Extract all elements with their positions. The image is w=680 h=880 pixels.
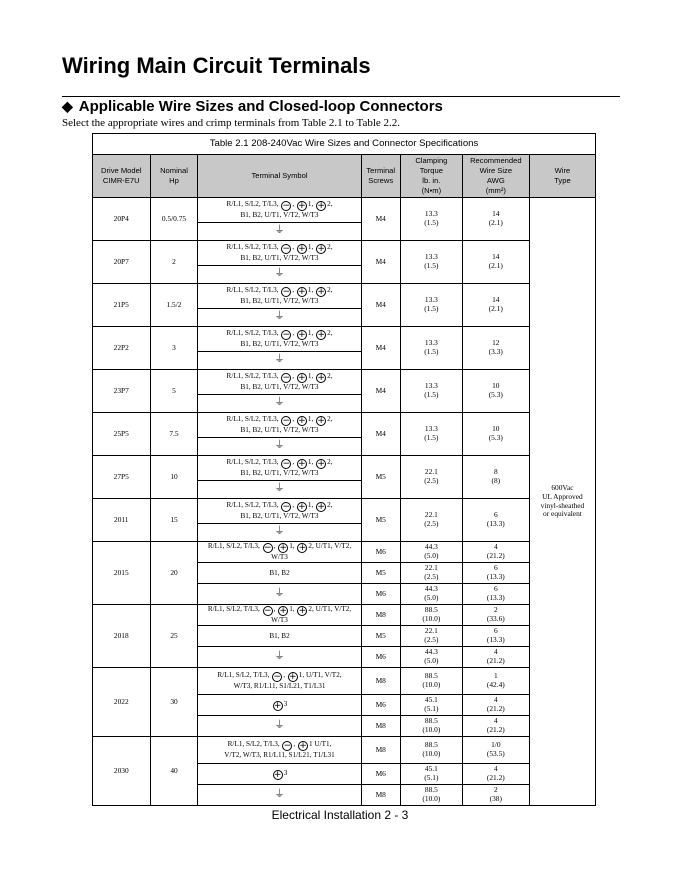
terminal-symbol-cell [198,716,361,737]
terminal-symbol-cell: R/L1, S/L2, T/L3, − , + 1, + 2, B1, B2, U/T1, V/T2, W/T3 [198,327,361,352]
clamping-torque-cell: 13.3 (1.5) [400,284,462,327]
ground-icon: ⏚ [274,719,285,731]
terminal-screw-cell: M8 [361,668,400,695]
terminal-symbol-cell: B1, B2 [198,563,361,584]
table-row [93,370,596,395]
circled-plus-icon: + [317,373,325,383]
clamping-torque-cell: 22.1 (2.5) [400,499,462,542]
terminal-symbol-cell: R/L1, S/L2, T/L3, − , + 1, + 2, B1, B2, U/T1, V/T2, W/T3 [198,284,361,309]
clamping-torque-cell: 88.5 (10.0) [400,737,462,764]
clamping-torque-cell: 13.3 (1.5) [400,198,462,241]
terminal-screw-cell: M4 [361,370,400,413]
circled-minus-icon: − [282,244,291,254]
ground-icon: ⏚ [274,311,285,323]
terminal-screw-cell: M6 [361,542,400,563]
wire-size-cell: 6 (13.3) [462,584,529,605]
terminal-symbol-cell: R/L1, S/L2, T/L3, − , + 1, + 2, B1, B2, U/T1, V/T2, W/T3 [198,198,361,223]
circled-plus-icon: + [279,606,287,616]
nominal-hp-cell: 10 [150,456,198,499]
circled-plus-icon: + [298,244,306,254]
terminal-screw-cell: M8 [361,785,400,806]
table-caption: Table 2.1 208-240Vac Wire Sizes and Connector Specifications [92,133,596,154]
ground-icon: ⏚ [274,268,285,280]
terminal-screw-cell: M4 [361,327,400,370]
wire-size-cell: 2 (38) [462,785,529,806]
page-title: Wiring Main Circuit Terminals [62,53,371,78]
nominal-hp-cell: 1.5/2 [150,284,198,327]
wire-size-cell: 6 (13.3) [462,499,529,542]
circled-plus-icon: + [317,201,325,211]
clamping-torque-cell: 44.3 (5.0) [400,584,462,605]
table-row [93,284,596,309]
clamping-torque-cell: 88.5 (10.0) [400,785,462,806]
header-nominal-hp: Nominal Hp [150,155,198,198]
circled-plus-icon: + [298,502,306,512]
terminal-screw-cell: M8 [361,716,400,737]
circled-plus-icon: + [298,543,307,553]
terminal-symbol-cell [198,438,361,456]
clamping-torque-cell: 88.5 (10.0) [400,668,462,695]
clamping-torque-cell: 13.3 (1.5) [400,413,462,456]
ground-icon: ⏚ [274,225,285,237]
circled-plus-icon: + [273,769,282,780]
section-heading-text: Applicable Wire Sizes and Closed-loop Connectors [78,98,443,115]
circled-minus-icon: − [282,287,291,297]
table-row [93,542,596,563]
terminal-screw-cell: M6 [361,764,400,785]
terminal-screw-cell: M5 [361,456,400,499]
terminal-symbol-cell: R/L1, S/L2, T/L3, − , + 1, + 2, B1, B2, U/T1, V/T2, W/T3 [198,241,361,266]
terminal-screw-cell: M5 [361,563,400,584]
terminal-screw-cell: M4 [361,198,400,241]
header-drive-model: Drive Model CIMR-E7U [93,155,151,198]
terminal-symbol-cell [198,223,361,241]
drive-model-cell: 20P7 [93,241,151,284]
table-row [93,241,596,266]
circled-plus-icon: + [317,416,325,426]
circled-plus-icon: + [298,201,306,211]
wire-size-table [92,133,596,806]
drive-model-cell: 27P5 [93,456,151,499]
table-header-row [93,155,596,198]
circled-minus-icon: − [263,606,272,616]
terminal-symbol-cell [198,352,361,370]
wire-size-cell: 1/0 (53.5) [462,737,529,764]
terminal-symbol-cell: R/L1, S/L2, T/L3, − , + 1, + 2, B1, B2, U/T1, V/T2, W/T3 [198,370,361,395]
circled-plus-icon: + [298,330,306,340]
terminal-symbol-cell: R/L1, S/L2, T/L3, − , + 1 U/T1, V/T2, W/T3, R1/L11, S1/L21, T1/L31 [198,737,361,764]
nominal-hp-cell: 25 [150,605,198,668]
clamping-torque-cell: 44.3 (5.0) [400,542,462,563]
circled-plus-icon: + [298,459,306,469]
clamping-torque-cell: 13.3 (1.5) [400,241,462,284]
nominal-hp-cell: 5 [150,370,198,413]
table-row [93,413,596,438]
terminal-symbol-cell [198,647,361,668]
table-row [93,668,596,695]
terminal-symbol-cell: + 3 [198,695,361,716]
drive-model-cell: 21P5 [93,284,151,327]
drive-model-cell: 22P2 [93,327,151,370]
table-row [93,198,596,223]
wire-size-cell: 6 (13.3) [462,626,529,647]
drive-model-cell: 2011 [93,499,151,542]
clamping-torque-cell: 13.3 (1.5) [400,327,462,370]
terminal-screw-cell: M8 [361,737,400,764]
terminal-screw-cell: M4 [361,413,400,456]
terminal-screw-cell: M5 [361,499,400,542]
wire-size-cell: 6 (13.3) [462,563,529,584]
drive-model-cell: 2030 [93,737,151,806]
circled-minus-icon: − [282,459,291,469]
nominal-hp-cell: 15 [150,499,198,542]
circled-plus-icon: + [273,700,282,711]
wire-size-cell: 4 (21.2) [462,716,529,737]
wire-size-cell: 10 (5.3) [462,413,529,456]
ground-icon: ⏚ [274,440,285,452]
table-row [93,737,596,764]
header-wire-size: Recommended Wire Size AWG (mm²) [462,155,529,198]
nominal-hp-cell: 40 [150,737,198,806]
circled-plus-icon: + [299,741,307,751]
ground-icon: ⏚ [274,354,285,366]
wire-size-cell: 14 (2.1) [462,241,529,284]
clamping-torque-cell: 45.1 (5.1) [400,695,462,716]
nominal-hp-cell: 20 [150,542,198,605]
terminal-symbol-cell: R/L1, S/L2, T/L3, − , + 1, + 2, B1, B2, U/T1, V/T2, W/T3 [198,499,361,524]
circled-plus-icon: + [298,287,306,297]
circled-plus-icon: + [298,373,306,383]
drive-model-cell: 2015 [93,542,151,605]
wire-type-cell: 600Vac UL Approved vinyl-sheathed or equivalent [529,198,595,806]
drive-model-cell: 2022 [93,668,151,737]
circled-minus-icon: − [273,672,281,682]
terminal-screw-cell: M5 [361,626,400,647]
wire-size-cell: 12 (3.3) [462,327,529,370]
clamping-torque-cell: 13.3 (1.5) [400,370,462,413]
clamping-torque-cell: 88.5 (10.0) [400,605,462,626]
circled-plus-icon: + [289,672,297,682]
clamping-torque-cell: 22.1 (2.5) [400,563,462,584]
ground-icon: ⏚ [274,650,285,662]
circled-plus-icon: + [317,244,325,254]
table-row [93,327,596,352]
wire-size-cell: 2 (33.6) [462,605,529,626]
terminal-symbol-cell [198,584,361,605]
ground-icon: ⏚ [274,587,285,599]
circled-minus-icon: − [282,502,291,512]
nominal-hp-cell: 3 [150,327,198,370]
page-footer: Electrical Installation 2 - 3 [271,808,409,822]
terminal-screw-cell: M6 [361,695,400,716]
nominal-hp-cell: 0.5/0.75 [150,198,198,241]
circled-plus-icon: + [317,502,325,512]
circled-plus-icon: + [317,287,325,297]
circled-minus-icon: − [282,201,291,211]
circled-plus-icon: + [298,606,307,616]
wire-size-cell: 4 (21.2) [462,764,529,785]
circled-minus-icon: − [282,416,291,426]
table-row [93,499,596,524]
wire-size-cell: 4 (21.2) [462,647,529,668]
wire-size-cell: 8 (8) [462,456,529,499]
circled-plus-icon: + [279,543,287,553]
clamping-torque-cell: 88.5 (10.0) [400,716,462,737]
terminal-symbol-cell [198,309,361,327]
wire-size-cell: 1 (42.4) [462,668,529,695]
header-terminal-screws: Terminal Screws [361,155,400,198]
terminal-screw-cell: M6 [361,647,400,668]
nominal-hp-cell: 2 [150,241,198,284]
drive-model-cell: 25P5 [93,413,151,456]
drive-model-cell: 2018 [93,605,151,668]
circled-minus-icon: − [263,543,272,553]
diamond-bullet-icon: ◆ [62,98,73,114]
clamping-torque-cell: 44.3 (5.0) [400,647,462,668]
circled-plus-icon: + [317,459,325,469]
wire-size-cell: 10 (5.3) [462,370,529,413]
terminal-symbol-cell [198,785,361,806]
table-row [93,456,596,481]
clamping-torque-cell: 22.1 (2.5) [400,456,462,499]
terminal-symbol-cell: R/L1, S/L2, T/L3, − , + 1, + 2, U/T1, V/T2, W/T3 [198,605,361,626]
circled-plus-icon: + [298,416,306,426]
header-terminal-symbol: Terminal Symbol [198,155,361,198]
ground-icon: ⏚ [274,483,285,495]
terminal-screw-cell: M8 [361,605,400,626]
terminal-screw-cell: M4 [361,241,400,284]
terminal-symbol-cell [198,266,361,284]
header-clamping-torque: Clamping Torque lb. in. (N•m) [400,155,462,198]
terminal-screw-cell: M4 [361,284,400,327]
terminal-symbol-cell: R/L1, S/L2, T/L3, − , + 1, + 2, U/T1, V/T2, W/T3 [198,542,361,563]
wire-size-cell: 14 (2.1) [462,284,529,327]
nominal-hp-cell: 7.5 [150,413,198,456]
table-row [93,605,596,626]
header-wire-type: Wire Type [529,155,595,198]
intro-text: Select the appropriate wires and crimp terminals from Table 2.1 to Table 2.2. [62,117,401,129]
ground-icon: ⏚ [274,788,285,800]
terminal-symbol-cell [198,524,361,542]
ground-icon: ⏚ [274,526,285,538]
wire-size-cell: 4 (21.2) [462,542,529,563]
section-heading [62,98,443,115]
wire-size-cell: 4 (21.2) [462,695,529,716]
wire-size-cell: 14 (2.1) [462,198,529,241]
circled-minus-icon: − [283,741,292,751]
drive-model-cell: 20P4 [93,198,151,241]
nominal-hp-cell: 30 [150,668,198,737]
terminal-symbol-cell: B1, B2 [198,626,361,647]
circled-plus-icon: + [317,330,325,340]
terminal-symbol-cell [198,481,361,499]
clamping-torque-cell: 45.1 (5.1) [400,764,462,785]
title-rule [62,96,620,97]
clamping-torque-cell: 22.1 (2.5) [400,626,462,647]
terminal-symbol-cell: R/L1, S/L2, T/L3, − , + 1, + 2, B1, B2, U/T1, V/T2, W/T3 [198,456,361,481]
ground-icon: ⏚ [274,397,285,409]
terminal-symbol-cell [198,395,361,413]
drive-model-cell: 23P7 [93,370,151,413]
terminal-symbol-cell: R/L1, S/L2, T/L3, − , + 1, U/T1, V/T2, W/T3, R1/L11, S1/L21, T1/L31 [198,668,361,695]
terminal-symbol-cell: R/L1, S/L2, T/L3, − , + 1, + 2, B1, B2, U/T1, V/T2, W/T3 [198,413,361,438]
circled-minus-icon: − [282,330,291,340]
circled-minus-icon: − [282,373,291,383]
terminal-screw-cell: M6 [361,584,400,605]
terminal-symbol-cell: + 3 [198,764,361,785]
